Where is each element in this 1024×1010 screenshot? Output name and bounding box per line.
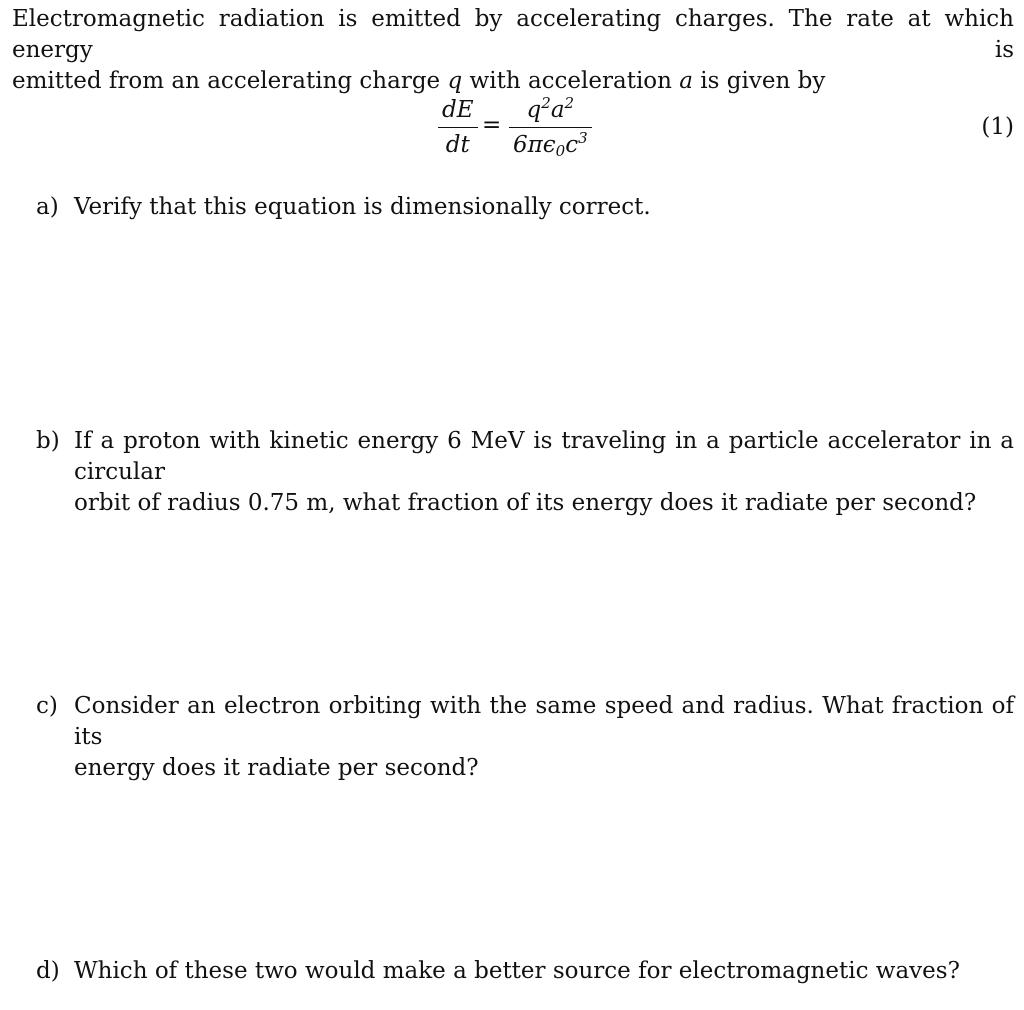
part-c-line-2: energy does it radiate per second? (74, 755, 479, 781)
question-part-d (36, 956, 1014, 987)
rhs-6-pi-epsilon: 6πϵ (513, 132, 556, 158)
rhs-q: q (526, 97, 542, 123)
part-b-text (74, 426, 1014, 519)
intro-line-2-prefix: emitted from an accelerating charge (12, 68, 448, 94)
radiation-equation (0, 94, 1024, 166)
rhs-c-exponent: 3 (578, 129, 588, 147)
part-c-marker: c) (36, 693, 58, 719)
variable-q: q (447, 68, 463, 94)
intro-line-2 (12, 66, 1014, 97)
rhs-epsilon-subscript: 0 (555, 142, 566, 160)
question-part-b (36, 426, 1014, 519)
part-b-marker: b) (36, 428, 60, 454)
part-a-marker: a) (36, 194, 59, 220)
intro-line-1: Electromagnetic radiation is emitted by accelerating charges. The rate at which energy is (12, 6, 1014, 63)
rhs-denominator (509, 131, 592, 159)
rhs-fraction-bar (509, 127, 592, 128)
part-c-text (74, 691, 1014, 784)
equals-sign: = (482, 112, 502, 138)
part-d-marker: d) (36, 958, 60, 984)
lhs-denominator: dt (445, 132, 470, 158)
variable-a: a (679, 68, 693, 94)
rhs-c: c (565, 132, 579, 158)
rhs-numerator (523, 96, 579, 124)
intro-line-2-middle: with acceleration (462, 68, 680, 94)
intro-line-2-suffix: is given by (693, 68, 826, 94)
rhs-fraction (509, 96, 592, 159)
part-a-text: Verify that this equation is dimensionally correct. (74, 194, 651, 220)
part-d-text: Which of these two would make a better source for electromagnetic waves? (74, 958, 960, 984)
rhs-a: a (550, 97, 565, 123)
lhs-fraction-bar (438, 127, 478, 128)
part-b-line-1: If a proton with kinetic energy 6 MeV is traveling in a particle accelerator in a circular (74, 428, 1014, 485)
question-part-a (36, 192, 1014, 223)
rhs-q-exponent: 2 (541, 94, 551, 112)
part-c-line-1: Consider an electron orbiting with the same speed and radius. What fraction of its (74, 693, 1014, 750)
question-part-c (36, 691, 1014, 784)
lhs-fraction (438, 96, 478, 159)
intro-paragraph (12, 4, 1014, 97)
equation-number: (1) (981, 114, 1014, 140)
lhs-numerator: dE (442, 97, 474, 123)
part-b-line-2: orbit of radius 0.75 m, what fraction of its energy does it radiate per second? (74, 490, 977, 516)
rhs-a-exponent: 2 (564, 94, 575, 112)
